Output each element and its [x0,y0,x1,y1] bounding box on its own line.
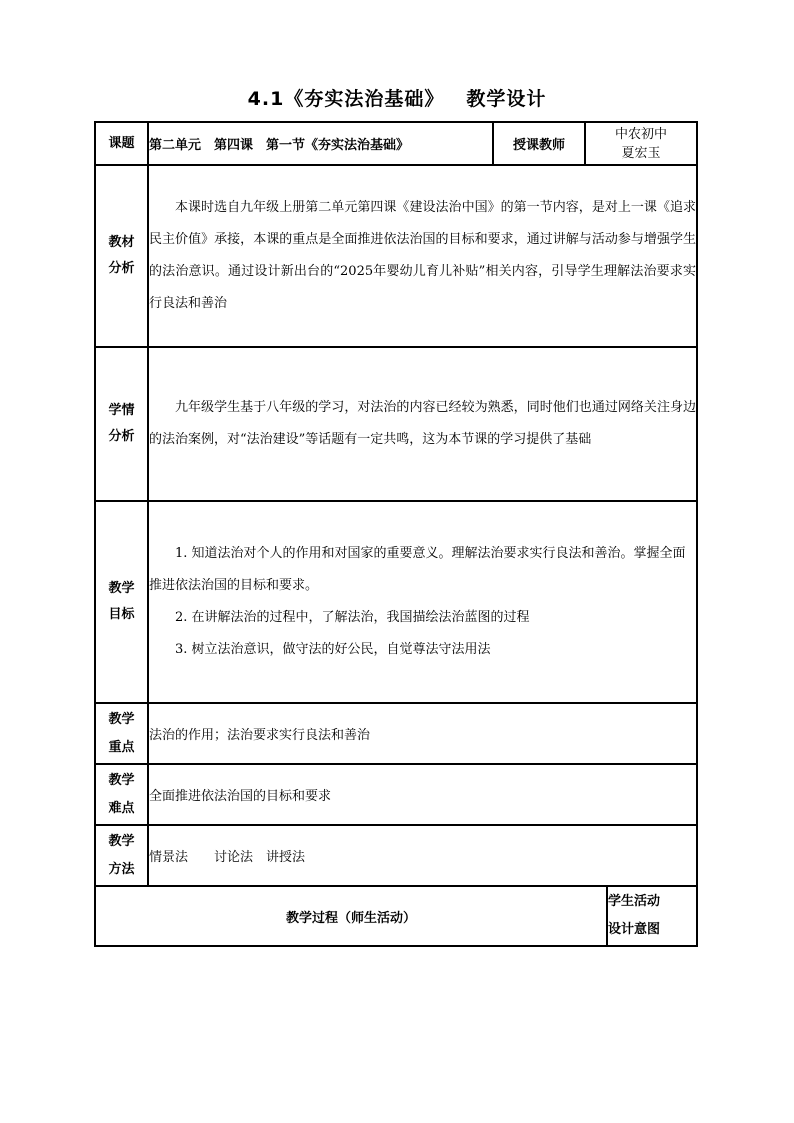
methods-row [95,825,697,886]
process-label: 教学过程（师生活动） [95,886,607,946]
objectives-list [148,501,697,703]
objective-item: 2. 在讲解法治的过程中，了解法治，我国描绘法治蓝图的过程 [175,610,530,625]
difficulties-label: 教学 难点 [95,764,148,825]
title-sub: 教学设计 [466,88,547,110]
title-main: 4.1《夯实法治基础》 [247,88,445,110]
methods-text: 情景法 讨论法 讲授法 [148,825,697,886]
page-title [0,84,794,111]
school-name: 中农初中 [615,126,668,142]
objectives-row [95,501,697,703]
teacher-info [585,122,697,165]
lesson-plan-table [94,121,698,947]
header-row [95,122,697,165]
activity-label: 学生活动 设计意图 [607,886,697,946]
teacher-name: 夏宏玉 [621,145,661,161]
key-points-label: 教学 重点 [95,703,148,764]
student-analysis-text: 九年级学生基于八年级的学习，对法治的内容已经较为熟悉，同时他们也通过网络关注身边的法治案例，对“法治建设”等话题有一定共鸣，这为本节课的学习提供了基础 [148,347,697,501]
difficulties-text: 全面推进依法治国的目标和要求 [148,764,697,825]
process-row [95,886,697,946]
topic-label: 课题 [95,122,148,165]
methods-label: 教学 方法 [95,825,148,886]
textbook-analysis-row [95,165,697,347]
teacher-label: 授课教师 [493,122,585,165]
objective-item: 1. 知道法治对个人的作用和对国家的重要意义。理解法治要求实行良法和善治。掌握全面推进依法治国的目标和要求。 [149,546,686,593]
difficulties-row [95,764,697,825]
student-analysis-label: 学情 分析 [95,347,148,501]
key-points-row [95,703,697,764]
textbook-analysis-text: 本课时选自九年级上册第二单元第四课《建设法治中国》的第一节内容，是对上一课《追求民主价值》承接，本课的重点是全面推进依法治国的目标和要求，通过讲解与活动参与增强学生的法治意识。通过设计新出台的“2025年婴幼儿育儿补贴”相关内容，引导学生理解法治要求实行良法和善治 [148,165,697,347]
key-points-text: 法治的作用；法治要求实行良法和善治 [148,703,697,764]
topic-value: 第二单元 第四课 第一节《夯实法治基础》 [148,122,493,165]
objectives-label: 教学 目标 [95,501,148,703]
textbook-analysis-label: 教材 分析 [95,165,148,347]
objective-item: 3. 树立法治意识，做守法的好公民，自觉尊法守法用法 [175,642,491,657]
student-analysis-row [95,347,697,501]
